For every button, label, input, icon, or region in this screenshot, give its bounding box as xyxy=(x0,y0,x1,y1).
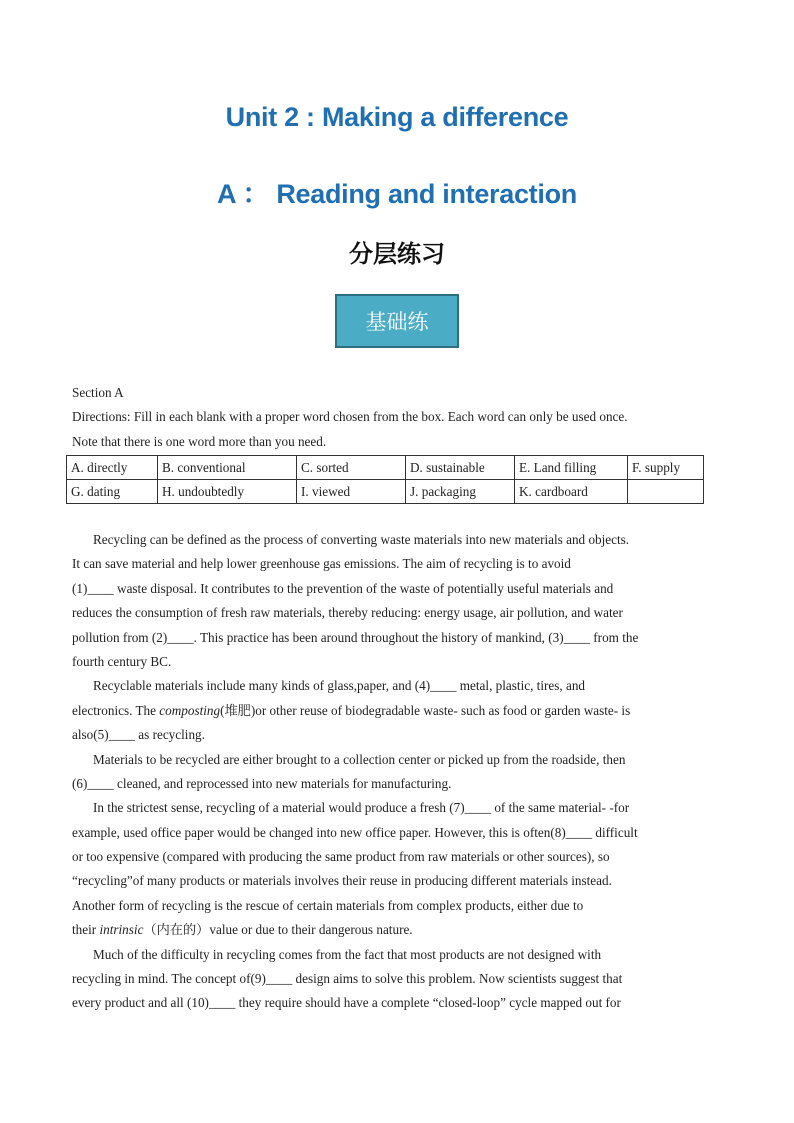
section-directions xyxy=(72,381,724,454)
passage-line: Recycling can be defined as the process of converting waste materials into new materials and objects. xyxy=(93,532,630,547)
passage-line: every product and all (10)____ they require should have a complete “closed-loop” cycle mapped out for xyxy=(72,995,621,1011)
directions-line: Directions: Fill in each blank with a proper word chosen from the box. Each word can only be used once. xyxy=(72,409,628,425)
word-option: E. Land filling xyxy=(515,456,628,480)
passage-line: Another form of recycling is the rescue of certain materials from complex products, either due to xyxy=(72,897,584,913)
passage-line: example, used office paper would be changed into new office paper. However, this is often(8)____ difficult xyxy=(72,824,638,840)
passage-line: fourth century BC. xyxy=(72,653,172,669)
word-option: H. undoubtedly xyxy=(158,480,297,504)
passage-line: recycling in mind. The concept of(9)____ design aims to solve this problem. Now scientists suggest that xyxy=(72,971,623,987)
passage-line: “recycling”of many products or materials involves their reuse in producing different materials instead. xyxy=(72,873,612,889)
word-option-empty xyxy=(628,480,704,504)
passage-line: (1)____ waste disposal. It contributes to the prevention of the waste of potentially useful materials and xyxy=(72,580,614,596)
word-option: F. supply xyxy=(628,456,704,480)
lesson-subtitle: A ： Reading and interaction xyxy=(217,179,577,209)
passage-line: or too expensive (compared with producing the same product from raw materials or other sources), so xyxy=(72,849,610,865)
word-option: G. dating xyxy=(67,480,158,504)
passage-line: Recyclable materials include many kinds of glass,paper, and (4)____ metal, plastic, tires, and xyxy=(93,678,586,694)
passage-line: Materials to be recycled are either brought to a collection center or picked up from the roadside, then xyxy=(93,751,626,767)
word-box-row xyxy=(67,480,704,504)
word-option: C. sorted xyxy=(297,456,406,480)
word-box-table xyxy=(66,455,704,504)
reading-passage xyxy=(72,528,724,1016)
unit-title: Unit 2 : Making a difference xyxy=(225,102,569,132)
passage-line: (6)____ cleaned, and reprocessed into new materials for manufacturing. xyxy=(72,775,452,791)
word-box-row xyxy=(67,456,704,480)
passage-line: It can save material and help lower greenhouse gas emissions. The aim of recycling is to avoid xyxy=(72,556,571,572)
word-option: K. cardboard xyxy=(515,480,628,504)
practice-heading: 分层练习 xyxy=(349,240,445,268)
word-option: D. sustainable xyxy=(406,456,515,480)
word-option: J. packaging xyxy=(406,480,515,504)
passage-line: reduces the consumption of fresh raw materials, thereby reducing: energy usage, air pollution, and water xyxy=(72,605,623,621)
section-label: Section A xyxy=(72,385,124,400)
passage-line: also(5)____ as recycling. xyxy=(72,727,205,743)
word-option: A. directly xyxy=(67,456,158,480)
directions-line: Note that there is one word more than you need. xyxy=(72,433,327,449)
passage-line: electronics. The composting(堆肥)or other reuse of biodegradable waste- such as food or garden waste- is xyxy=(72,702,631,718)
passage-line: their intrinsic（内在的）value or due to their dangerous nature. xyxy=(72,922,413,938)
passage-line: pollution from (2)____. This practice has been around throughout the history of mankind, (3)____ from the xyxy=(72,629,639,645)
word-option: B. conventional xyxy=(158,456,297,480)
word-option: I. viewed xyxy=(297,480,406,504)
level-badge: 基础练 xyxy=(335,294,459,348)
passage-line: In the strictest sense, recycling of a material would produce a fresh (7)____ of the same material- -for xyxy=(93,800,630,816)
passage-line: Much of the difficulty in recycling comes from the fact that most products are not designed with xyxy=(93,946,602,962)
